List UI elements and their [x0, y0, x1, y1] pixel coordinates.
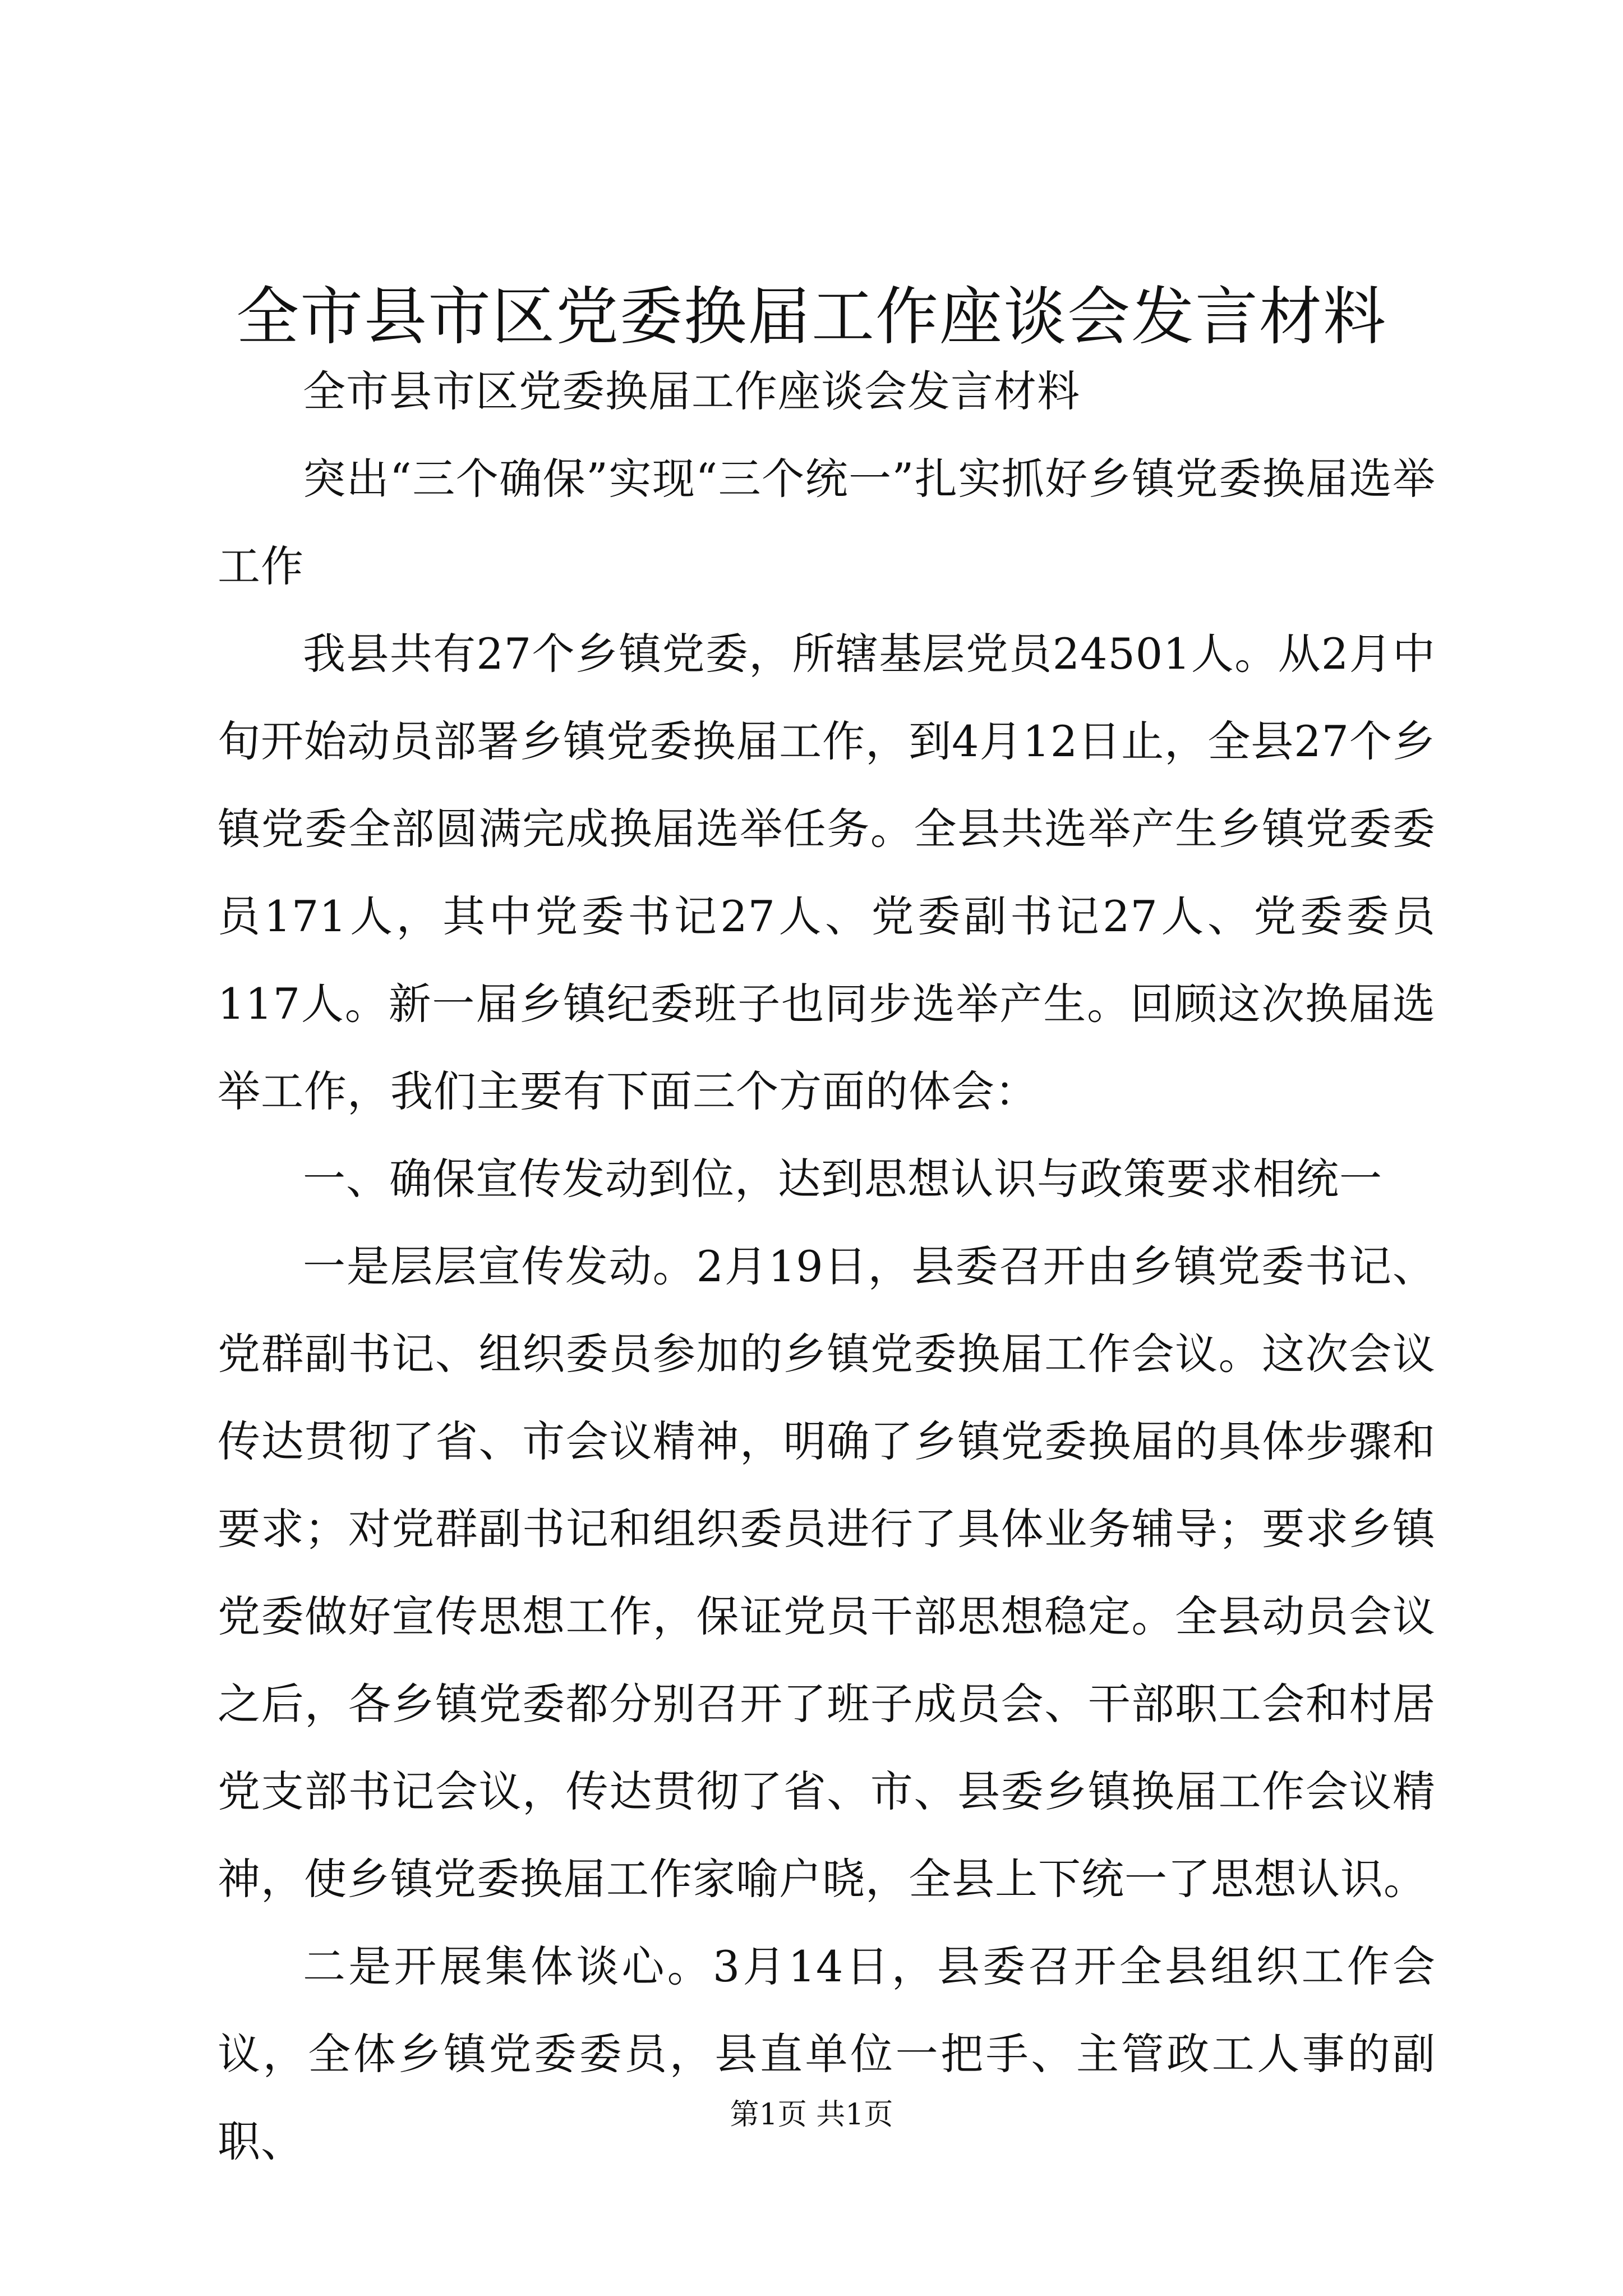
paragraph-subtitle: 全市县市区党委换届工作座谈会发言材料 [303, 366, 1080, 416]
paragraph-overview: 我县共有27个乡镇党委，所辖基层党员24501人。从2月中旬开始动员部署乡镇党委换届工作，到4月12日止，全县27个乡镇党委全部圆满完成换届选举任务。全县共选举产生乡镇党委委员171人，其中党委书记27人、党委副书记27人、党委委员117人。新一届乡镇纪委班子也同步选举产生。回顾这次换届选举工作，我们主要有下面三个方面的体会： [218, 629, 1436, 1116]
paragraph-point-one: 一是层层宣传发动。2月19日，县委召开由乡镇党委书记、党群副书记、组织委员参加的乡镇党委换届工作会议。这次会议传达贯彻了省、市会议精神，明确了乡镇党委换届的具体步骤和要求；对党群副书记和组织委员进行了具体业务辅导；要求乡镇党委做好宣传思想工作，保证党员干部思想稳定。全县动员会议之后，各乡镇党委都分别召开了班子成员会、干部职工会和村居党支部书记会议，传达贯彻了省、市、县委乡镇换届工作会议精神，使乡镇党委换届工作家喻户晓，全县上下统一了思想认识。 [218, 1241, 1436, 1904]
document-body [218, 348, 1436, 2185]
paragraph-point-two: 二是开展集体谈心。3月14日，县委召开全县组织工作会议，全体乡镇党委委员，县直单位一把手、主管政工人事的副职、 [218, 1941, 1436, 2166]
page-footer: 第1页 共1页 [730, 2098, 893, 2132]
document-title: 全市县市区党委换届工作座谈会发言材料 [236, 280, 1387, 353]
paragraph-heading: 突出“三个确保”实现“三个统一”扎实抓好乡镇党委换届选举工作 [218, 454, 1436, 591]
paragraph-section-one-heading: 一、确保宣传发动到位，达到思想认识与政策要求相统一 [303, 1154, 1382, 1204]
